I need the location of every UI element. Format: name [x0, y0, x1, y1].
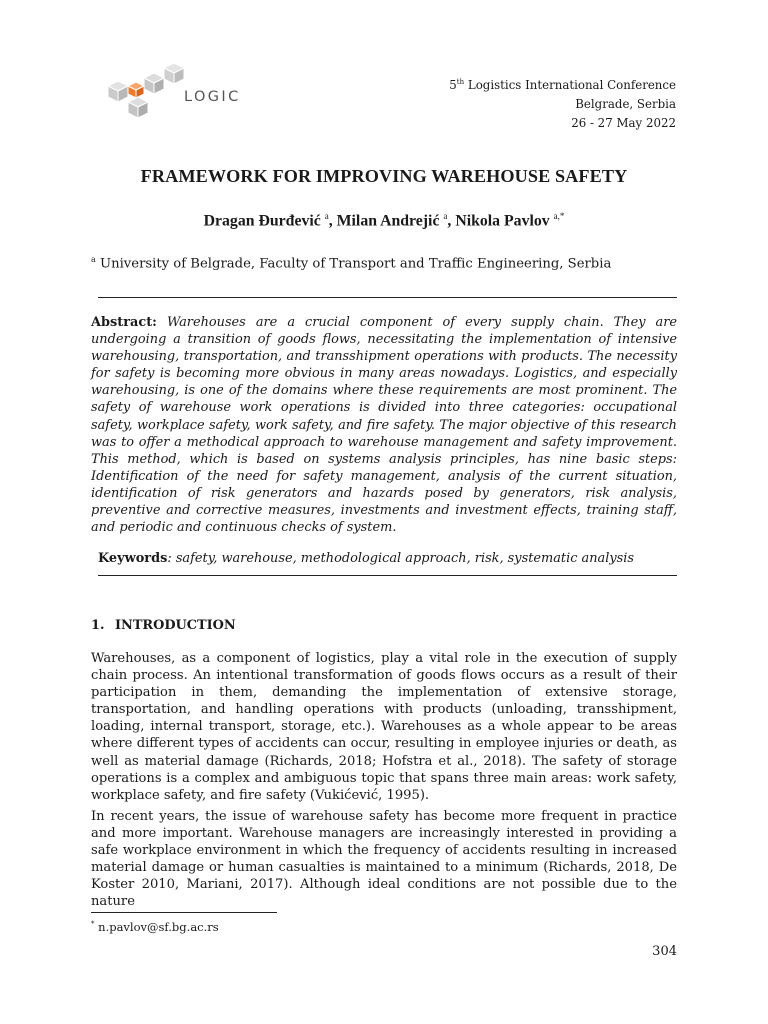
affiliation-text: University of Belgrade, Faculty of Transport and Traffic Engineering, Serbia — [99, 256, 612, 272]
author-mark: a — [443, 211, 448, 221]
abstract-text: Warehouses are a crucial component of every supply chain. They are undergoing a transition of goods flows, necessitating the implementation of intensive warehousing, transportation, and transshipment operations with products. The necessity for safety is becoming more obvious in many areas nowadays. Logistics, and especially warehousing, is one of the domains where these requirements are most prominent. The safety of warehouse work operations is divided into three categories: occupational safety, workplace safety, work safety, and fire safety. The major objective of this research was to offer a methodical approach to warehouse management and safety improvement. This method, which is based on systems analysis principles, has nine basic steps: Identification of the need for safety management, analysis of the current situation, identification of risk generators and hazards posed by generators, risk analysis, preventive and corrective measures, investments and investment effects, training staff, and periodic and continuous checks of system. — [91, 315, 677, 536]
abstract — [91, 314, 677, 536]
keywords-label: Keywords — [98, 551, 168, 566]
abstract-top-rule — [98, 297, 677, 298]
footnote-rule — [91, 912, 277, 913]
conference-name: 5th Logistics International Conference — [449, 77, 676, 92]
author-name: Dragan Đurđević — [203, 212, 321, 230]
affiliation-mark: a — [91, 255, 96, 264]
author-name: Nikola Pavlov — [455, 212, 550, 230]
keywords — [98, 551, 677, 566]
affiliation — [91, 255, 611, 271]
author-mark: a — [324, 211, 329, 221]
section-title: INTRODUCTION — [115, 618, 236, 633]
keywords-bottom-rule — [98, 575, 677, 576]
conference-location: Belgrade, Serbia — [575, 96, 676, 111]
abstract-label: Abstract: — [91, 315, 157, 330]
conference-info — [449, 73, 676, 133]
section-number: 1. — [91, 618, 105, 633]
author-name: Milan Andrejić — [336, 212, 440, 230]
author-list: Dragan Đurđević $^a$, Milan Andrejić $^a$, Nikola Pavlov $^{a,*}$ — [203, 211, 565, 230]
logo-wordmark: LOGIC — [184, 89, 241, 105]
footnote-email: n.pavlov@sf.bg.ac.rs — [98, 920, 219, 934]
footnote-mark: * — [91, 920, 95, 929]
keywords-text: : safety, warehouse, methodological approach, risk, systematic analysis — [167, 551, 634, 566]
conference-dates: 26 - 27 May 2022 — [571, 115, 676, 130]
paper-title: FRAMEWORK FOR IMPROVING WAREHOUSE SAFETY — [140, 166, 628, 186]
author-mark: a,* — [553, 211, 565, 221]
footnote — [91, 920, 219, 934]
paragraph: In recent years, the issue of warehouse safety has become more frequent in practice and more important. Warehouse managers are increasingly interested in providing a safe workplace environment in which the frequency of accidents resulting in increased material damage or human casualties is maintained to a minimum (Richards, 2018, De Koster 2010, Mariani, 2017). Although ideal conditions are not possible due to the nature — [91, 809, 677, 910]
section-heading — [91, 618, 236, 633]
paragraph: Warehouses, as a component of logistics, play a vital role in the execution of supply chain process. An intentional transformation of goods flows occurs as a result of their participation in them, demanding the implementation of extensive storage, transportation, and handling operations with products (unloading, transshipment, loading, internal transport, storage, etc.). Warehouses as a whole appear to be areas where different types of accidents can occur, resulting in employee injuries or death, as well as material damage (Richards, 2018; Hofstra et al., 2018). The safety of storage operations is a complex and ambiguous topic that spans three main areas: work safety, workplace safety, and fire safety (Vukićević, 1995). — [91, 651, 677, 803]
page-number: 304 — [652, 944, 677, 959]
